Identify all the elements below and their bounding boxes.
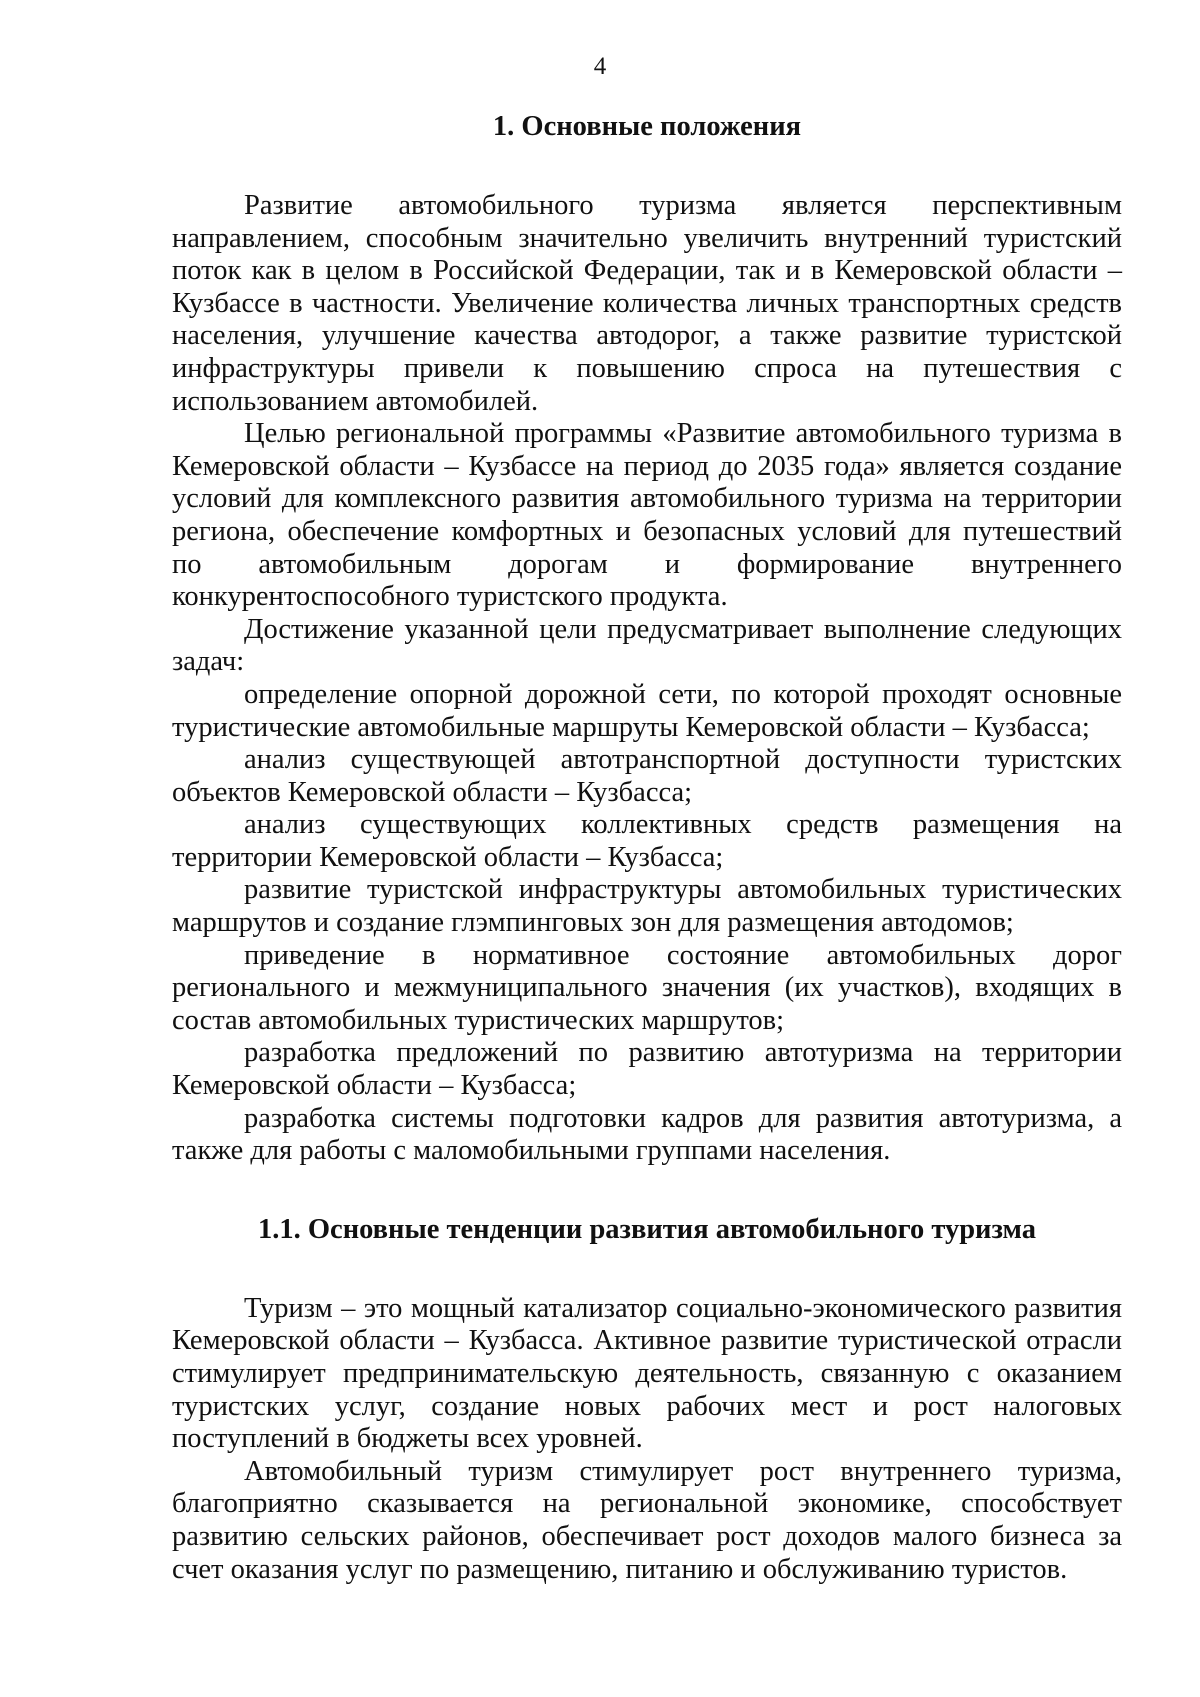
section-heading: 1. Основные положения (492, 111, 802, 142)
paragraph: Целью региональной программы «Развитие автомобильного туризма в Кемеровской области – Кузбассе на период до 2035 года» является создание условий для комплексного развития автомобильного туризма на территории региона, обеспечение комфортных и безопасных условий для путешествий по автомобильным дорогам и формирование внутреннего конкурентоспособного туристского продукта. (172, 418, 1122, 613)
paragraph: Автомобильный туризм стимулирует рост внутреннего туризма, благоприятно сказывается на региональной экономике, способствует развитию сельских районов, обеспечивает рост доходов малого бизнеса за счет оказания услуг по размещению, питанию и обслуживанию туристов. (172, 1455, 1122, 1585)
paragraph: Достижение указанной цели предусматривает выполнение следующих задач: (172, 613, 1122, 678)
task-item: анализ существующей автотранспортной доступности туристских объектов Кемеровской области – Кузбасса; (172, 744, 1122, 808)
task-item: развитие туристской инфраструктуры автомобильных туристических маршрутов и создание глэмпинговых зон для размещения автодомов; (172, 874, 1122, 939)
subsection-heading: 1.1. Основные тенденции развития автомобильного туризма (258, 1213, 1036, 1245)
page-number: 4 (593, 53, 607, 80)
page-content (172, 110, 1122, 1586)
task-item: разработка системы подготовки кадров для развития автотуризма, а также для работы с маломобильными группами населения. (172, 1102, 1122, 1167)
paragraph: Развитие автомобильного туризма является перспективным направлением, способным значительно увеличить внутренний туристский поток как в целом в Российской Федерации, так и в Кемеровской области – Кузбассе в частности. Увеличение количества личных транспортных средств населения, улучшение качества автодорог, а также развитие туристской инфраструктуры привели к повышению спроса на путешествия с использованием автомобилей. (172, 190, 1122, 417)
task-item: определение опорной дорожной сети, по которой проходят основные туристические автомобильные маршруты Кемеровской области – Кузбасса; (172, 678, 1122, 743)
task-item: разработка предложений по развитию автотуризма на территории Кемеровской области – Кузбасса; (172, 1037, 1122, 1102)
paragraph: Туризм – это мощный катализатор социально-экономического развития Кемеровской области – Кузбасса. Активное развитие туристической отрасли стимулирует предпринимательскую деятельность, связанную с оказанием туристских услуг, создание новых рабочих мест и рост налоговых поступлений в бюджеты всех уровней. (172, 1292, 1122, 1455)
task-item: приведение в нормативное состояние автомобильных дорог регионального и межмуниципального значения (их участков), входящих в состав автомобильных туристических маршрутов; (172, 939, 1122, 1036)
task-item: анализ существующих коллективных средств размещения на территории Кемеровской области – Кузбасса; (172, 809, 1122, 873)
